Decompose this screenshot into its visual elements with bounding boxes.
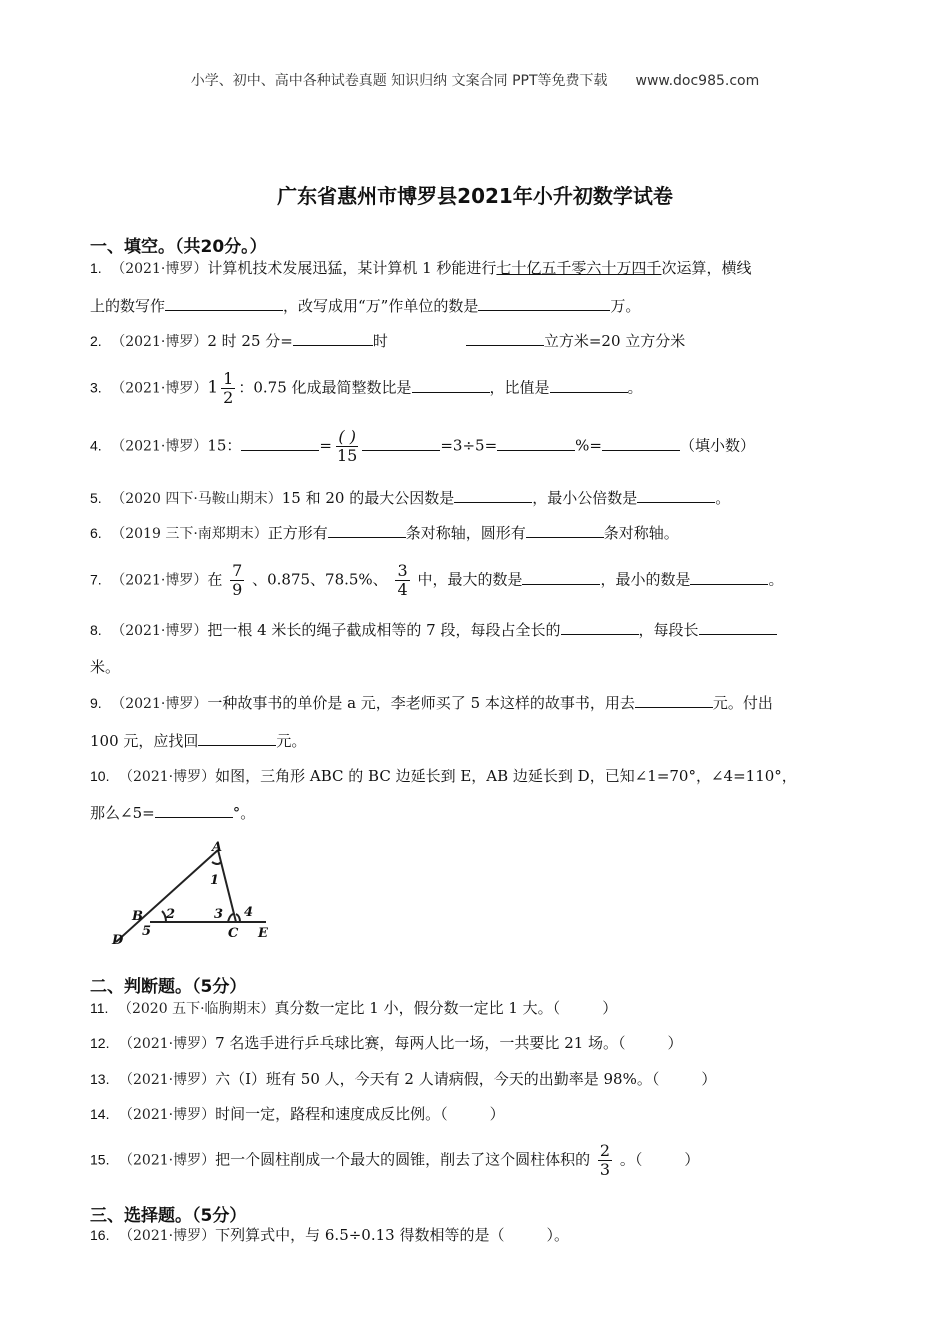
fraction: $\frac{1}{2}$ (223, 369, 234, 407)
question-9: 9. （2021·博罗）一种故事书的单价是 a 元，李老师买了 5 本这样的故事书，用去 元。付出 (90, 694, 773, 712)
answer-blank[interactable] (155, 803, 233, 818)
answer-blank[interactable] (550, 378, 628, 393)
question-7: 7. （2021·博罗）在 $\frac{7}{9}$ 、0.875、78.5%、 $\frac{3}{4}$ 中，最大的数是 ，最小的数是 。 (90, 561, 784, 599)
question-10-line2: 那么∠5= °。 (90, 804, 256, 822)
question-2: 2. （2021·博罗）2 时 25 分= 时 立方米=20 立方分米 (90, 332, 686, 350)
answer-blank[interactable] (412, 378, 490, 393)
question-11: 11. （2020 五下·临朐期末）真分数一定比 1 小，假分数一定比 1 大。（ ） (90, 999, 618, 1017)
answer-blank[interactable] (635, 693, 713, 708)
section-true-false: 二、判断题。（5分） (90, 977, 247, 997)
answer-blank[interactable] (328, 523, 406, 538)
page-title: 广东省惠州市博罗县2021年小升初数学试卷 (277, 184, 673, 208)
answer-blank[interactable] (699, 620, 777, 635)
label-2: 2 (166, 907, 176, 922)
answer-blank[interactable] (561, 620, 639, 635)
question-15: 15. （2021·博罗）把一个圆柱削成一个最大的圆锥，削去了这个圆柱体积的 $\frac{2}{3}$ 。（ ） (90, 1141, 700, 1179)
answer-blank[interactable] (165, 296, 283, 311)
fraction: $\frac{3}{4}$ (397, 561, 408, 599)
question-6: 6. （2019 三下·南郑期末）正方形有 条对称轴，圆形有 条对称轴。 (90, 524, 679, 542)
question-1-line2: 上的数写作 ，改写成用“万”作单位的数是 万。 (90, 297, 641, 315)
page-header (0, 70, 950, 90)
question-9-line2: 100 元，应找回 元。 (90, 732, 307, 750)
answer-blank[interactable] (637, 488, 715, 503)
answer-blank[interactable] (198, 731, 276, 746)
question-4: 4. （2021·博罗）15： = $\frac{( )}{15}$ =3÷5= %= （填小数） (90, 427, 755, 465)
answer-blank[interactable] (526, 523, 604, 538)
label-C: C (228, 926, 239, 941)
question-10: 10. （2021·博罗）如图，三角形 ABC 的 BC 边延长到 E，AB 边延长到 D，已知∠1=70°，∠4=110°， (90, 767, 797, 785)
answer-blank[interactable] (362, 436, 440, 451)
angle-arc-1 (212, 862, 221, 864)
angle-arc-3 (228, 914, 234, 922)
answer-blank[interactable] (497, 436, 575, 451)
section-fill-in: 一、填空。（共20分。） (90, 237, 267, 257)
question-12: 12. （2021·博罗）7 名选手进行乒乓球比赛，每两人比一场，一共要比 21 场。（ ） (90, 1034, 683, 1052)
label-1: 1 (210, 873, 220, 888)
answer-blank[interactable] (690, 570, 768, 585)
answer-blank[interactable] (602, 436, 680, 451)
triangle-figure (108, 838, 278, 950)
question-5: 5. （2020 四下·马鞍山期末）15 和 20 的最大公因数是 ，最小公倍数是 。 (90, 489, 731, 507)
label-D: D (112, 933, 124, 948)
answer-blank[interactable] (241, 436, 319, 451)
fraction: $\frac{( )}{15}$ (337, 427, 358, 465)
question-16: 16. （2021·博罗）下列算式中，与 6.5÷0.13 得数相等的是（ ）。 (90, 1226, 569, 1244)
section-multiple-choice: 三、选择题。（5分） (90, 1206, 247, 1226)
answer-blank[interactable] (293, 331, 373, 346)
label-3: 3 (214, 907, 224, 922)
label-5: 5 (142, 924, 152, 939)
label-A: A (212, 840, 223, 855)
answer-blank[interactable] (478, 296, 610, 311)
question-8-line2: 米。 (90, 658, 121, 676)
answer-blank[interactable] (466, 331, 544, 346)
question-8: 8. （2021·博罗）把一根 4 米长的绳子截成相等的 7 段，每段占全长的 ，每段长 (90, 620, 860, 641)
label-B: B (132, 909, 143, 924)
question-14: 14. （2021·博罗）时间一定，路程和速度成反比例。（ ） (90, 1105, 505, 1123)
question-1: 1. （2021·博罗）计算机技术发展迅猛，某计算机 1 秒能进行七十亿五千零六十万四千次运算，横线 (90, 259, 752, 277)
header-text: 小学、初中、高中各种试卷真题 知识归纳 文案合同 PPT等免费下载 (190, 73, 608, 89)
line-AB-D (116, 850, 218, 942)
fraction: $\frac{7}{9}$ (232, 561, 243, 599)
answer-blank[interactable] (522, 570, 600, 585)
question-3: 3. （2021·博罗）1 $\frac{1}{2}$ ：0.75 化成最简整数比是 ，比值是 。 (90, 369, 643, 407)
label-4: 4 (244, 905, 254, 920)
label-E: E (258, 926, 268, 941)
question-13: 13. （2021·博罗）六（I）班有 50 人，今天有 2 人请病假，今天的出勤率是 98%。（ ） (90, 1070, 717, 1088)
answer-blank[interactable] (454, 488, 532, 503)
header-site[interactable]: www.doc985.com (635, 73, 760, 89)
fraction: $\frac{2}{3}$ (599, 1141, 611, 1179)
